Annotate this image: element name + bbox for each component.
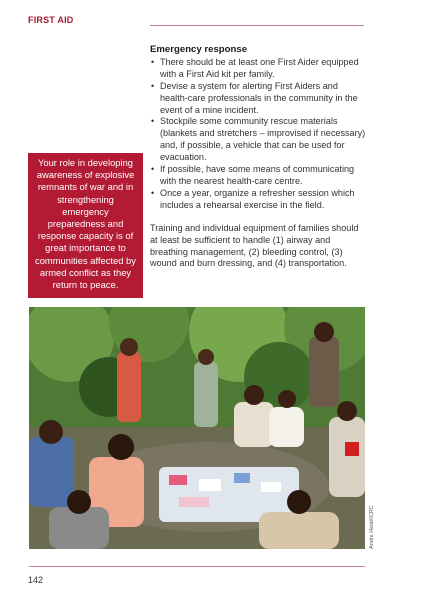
body-paragraph: Training and individual equipment of families should at least be sufficient to handle (1) airway and breathing management, (2) bleeding control, (3) wound and burn dressing, and (4) transportation. bbox=[150, 222, 359, 269]
bullet-list bbox=[150, 57, 368, 212]
footer-divider bbox=[29, 566, 365, 567]
bullet-item: • There should be at least one First Aider equipped with a First Aid kit per family. bbox=[150, 57, 368, 81]
bullet-item: • If possible, have some means of communicating with the nearest health-care centre. bbox=[150, 164, 368, 188]
callout-box bbox=[28, 153, 143, 298]
main-content bbox=[150, 44, 368, 270]
photo-illustration bbox=[29, 307, 365, 549]
community-photo bbox=[29, 307, 365, 549]
bullet-item: • Stockpile some community rescue materials (blankets and stretchers – improvised if necessary) and, if possible, a vehicle that can be used for evacuation. bbox=[150, 116, 368, 164]
section-title: FIRST AID bbox=[28, 15, 74, 25]
bullet-item: • Once a year, organize a refresher session which includes a rehearsal exercise in the field. bbox=[150, 188, 368, 212]
header-divider bbox=[150, 25, 364, 26]
photo-credit: Andre Heidi/ICRC bbox=[369, 505, 375, 549]
page-number: 142 bbox=[28, 575, 44, 585]
bullet-item: • Devise a system for alerting First Aiders and health-care professionals in the community in the event of a mine incident. bbox=[150, 81, 368, 117]
callout-text: Your role in developing awareness of explosive remnants of war and in strengthening emergency preparedness and response capacity is of great importance to communities affected by armed conflict as they return to peace. bbox=[35, 157, 136, 291]
section-heading: Emergency response bbox=[150, 44, 248, 55]
